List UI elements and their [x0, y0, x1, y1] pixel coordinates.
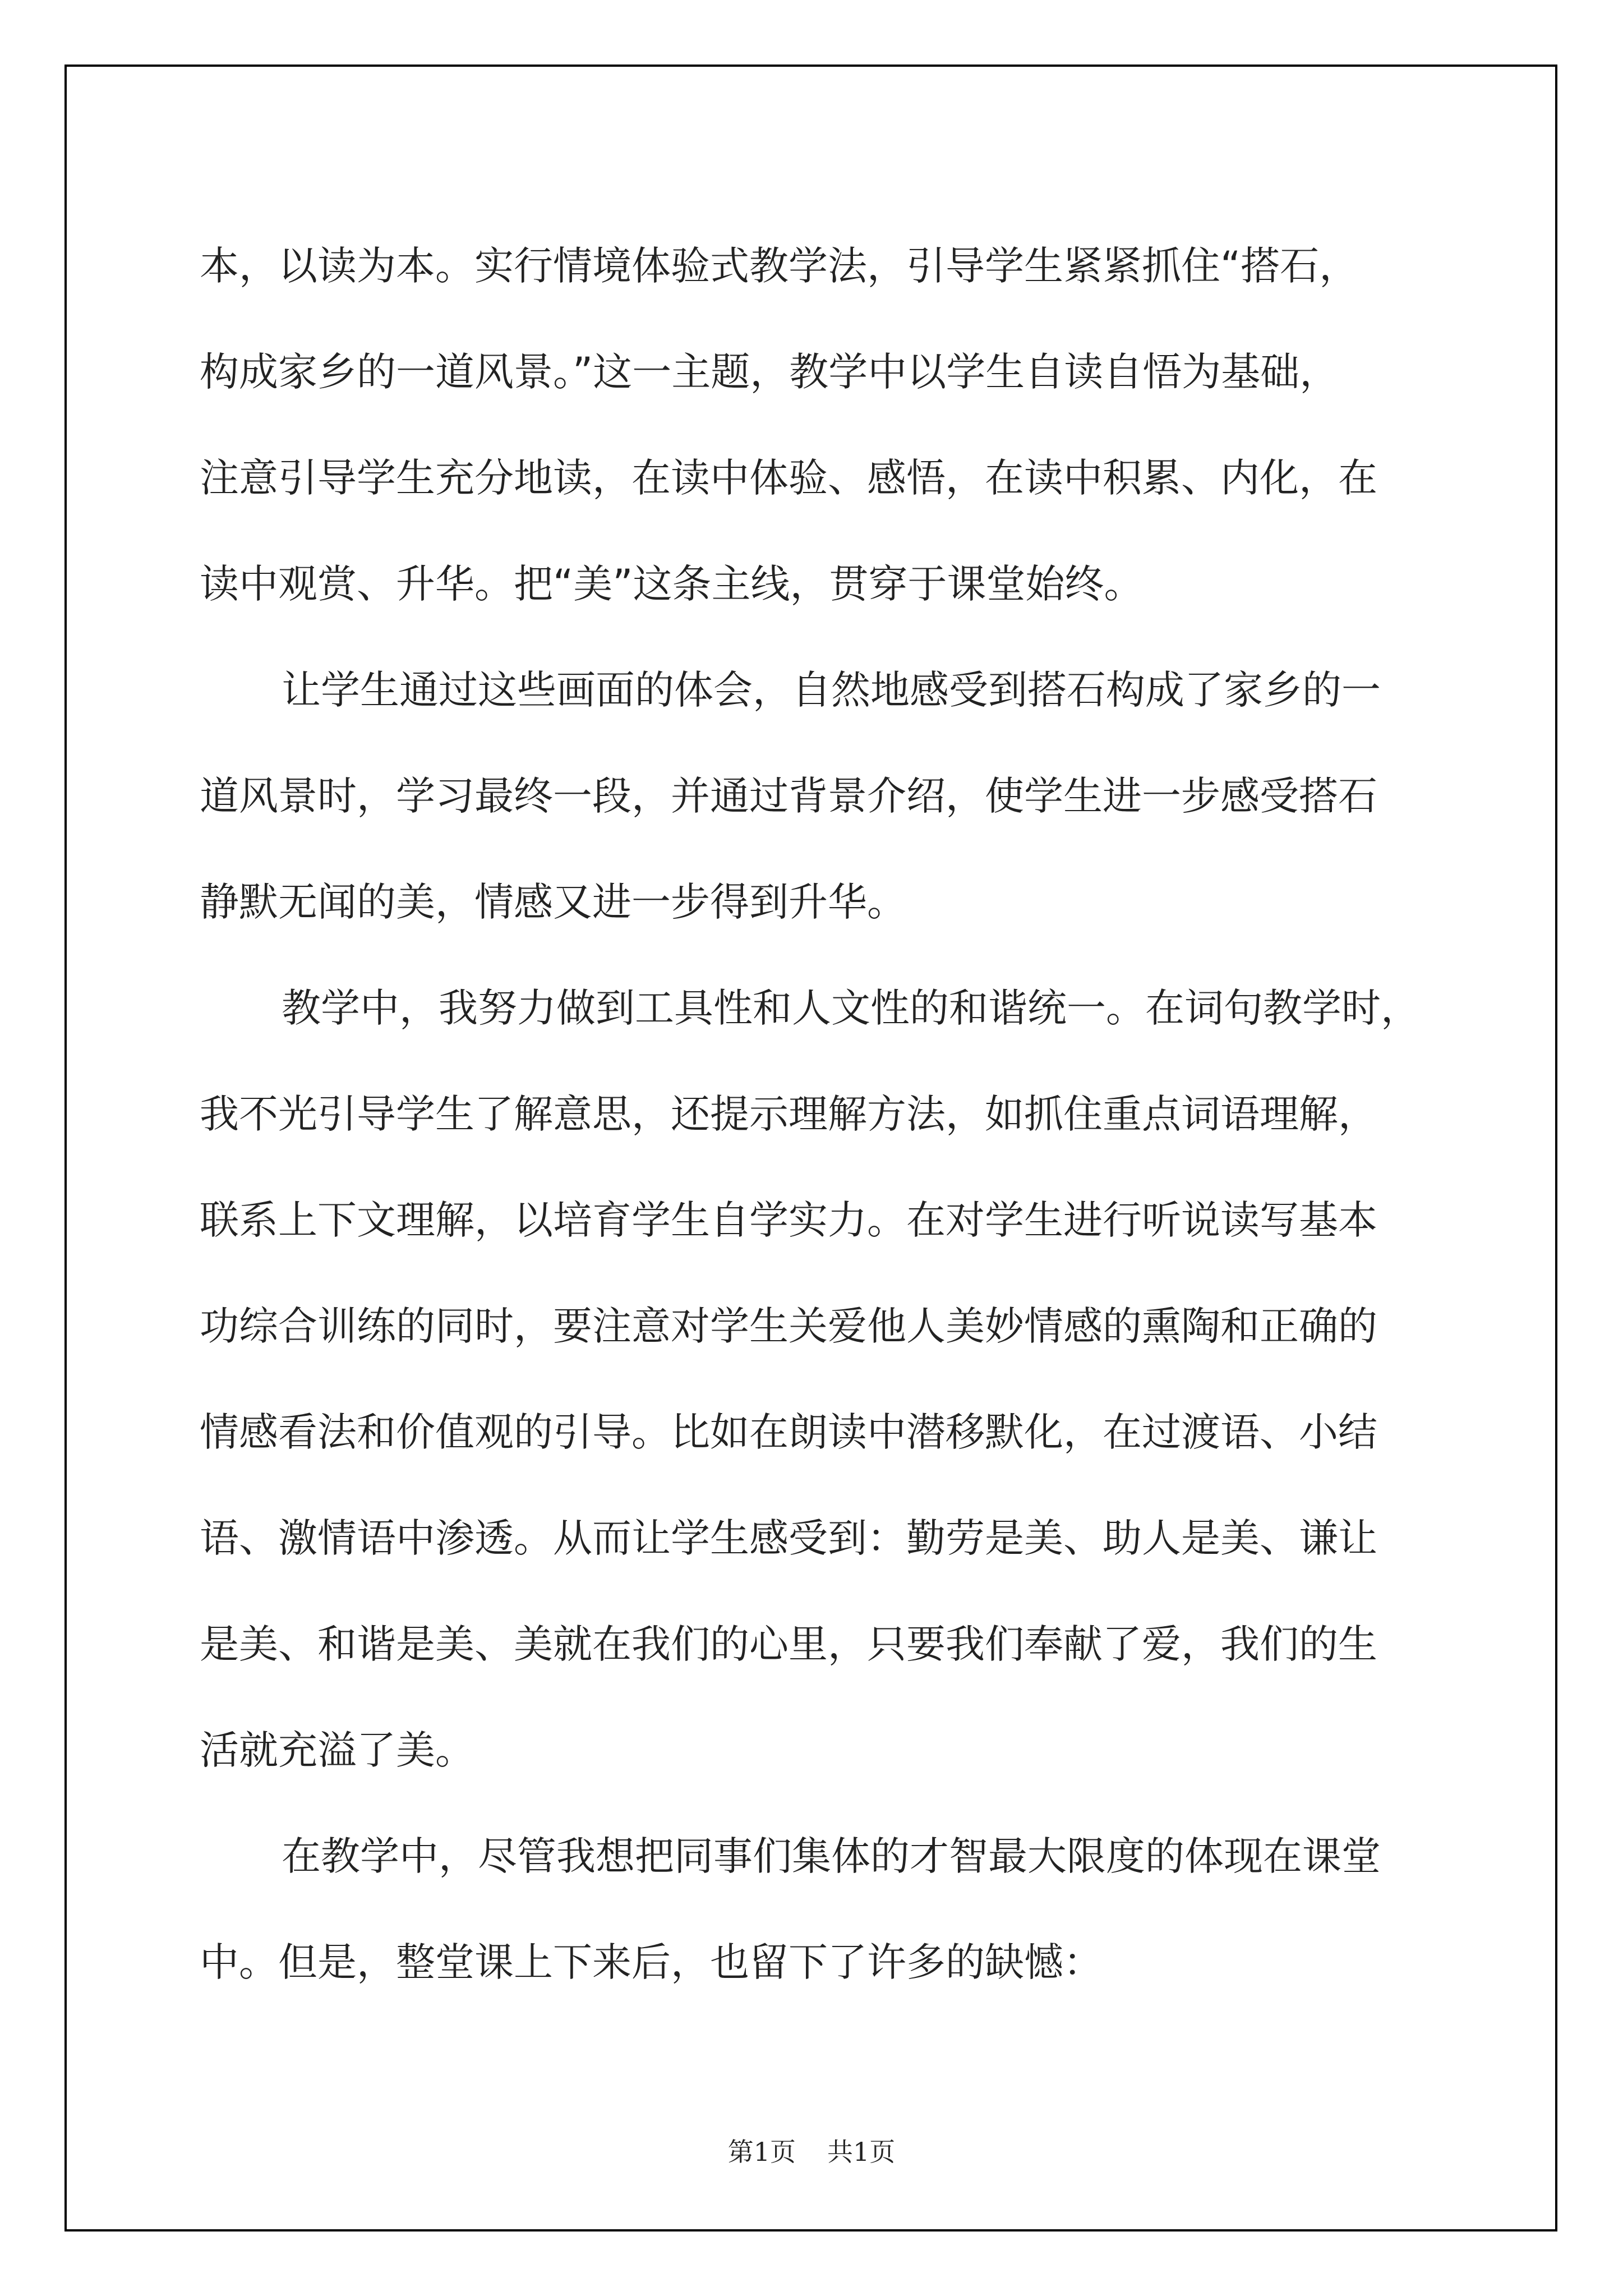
text-line: 本，以读为本。实行情境体验式教学法，引导学生紧紧抓住“搭石，	[200, 243, 1359, 289]
page-total: 共1页	[827, 2137, 896, 2167]
text-line: 读中观赏、升华。把“美”这条主线，贯穿于课堂始终。	[200, 561, 1144, 607]
text-line: 道风景时，学习最终一段，并通过背景介绍，使学生进一步感受搭石	[200, 773, 1377, 819]
text-line: 构成家乡的一道风景。”这一主题，教学中以学生自读自悟为基础，	[200, 349, 1339, 395]
text-line: 注意引导学生充分地读，在读中体验、感悟，在读中积累、内化，在	[200, 455, 1377, 501]
page-number: 第1页	[727, 2137, 796, 2167]
text-line: 我不光引导学生了解意思，还提示理解方法，如抓住重点词语理解，	[200, 1091, 1377, 1137]
text-line: 是美、和谐是美、美就在我们的心里，只要我们奉献了爱，我们的生	[200, 1621, 1377, 1667]
text-line: 功综合训练的同时，要注意对学生关爱他人美妙情感的熏陶和正确的	[200, 1303, 1377, 1349]
page-footer	[0, 2132, 1623, 2169]
text-line: 中。但是，整堂课上下来后，也留下了许多的缺憾：	[200, 1939, 1103, 1985]
text-line: 让学生通过这些画面的体会，自然地感受到搭石构成了家乡的一	[282, 667, 1381, 713]
text-line: 活就充溢了美。	[200, 1727, 474, 1773]
text-line: 在教学中，尽管我想把同事们集体的才智最大限度的体现在课堂	[282, 1833, 1381, 1879]
text-line: 静默无闻的美，情感又进一步得到升华。	[200, 879, 906, 925]
text-line: 联系上下文理解，以培育学生自学实力。在对学生进行听说读写基本	[200, 1197, 1377, 1243]
text-line: 教学中，我努力做到工具性和人文性的和谐统一。在词句教学时，	[282, 985, 1420, 1031]
text-line: 语、激情语中渗透。从而让学生感受到：勤劳是美、助人是美、谦让	[200, 1515, 1377, 1561]
document-body	[200, 213, 1433, 2016]
text-line: 情感看法和价值观的引导。比如在朗读中潜移默化，在过渡语、小结	[200, 1409, 1377, 1455]
